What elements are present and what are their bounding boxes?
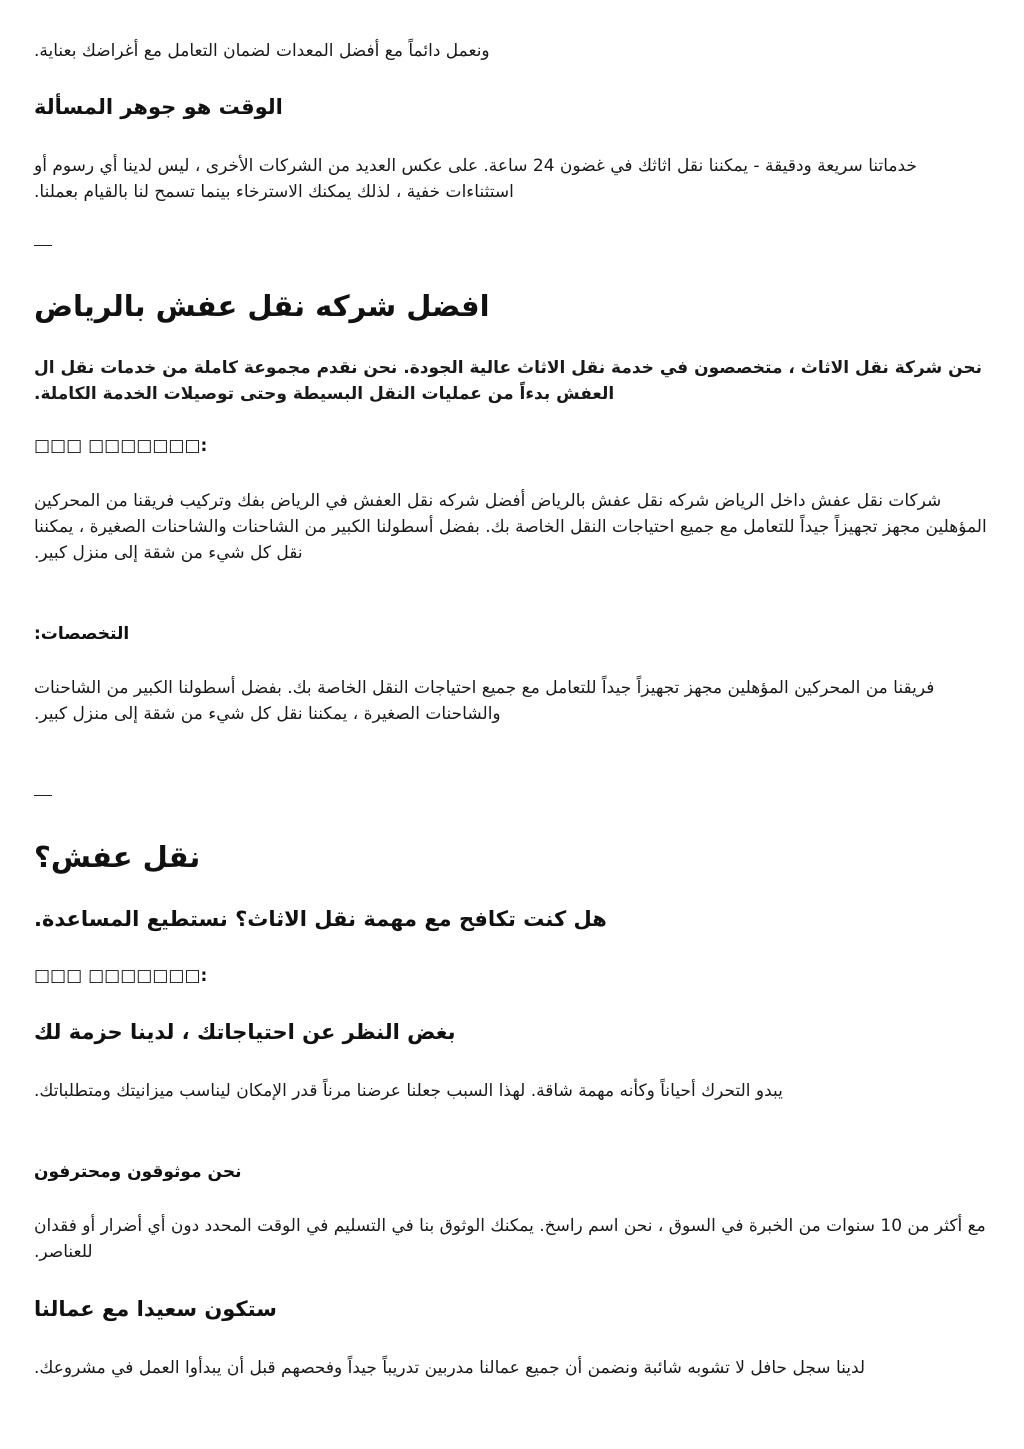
garbled-heading-2: □□□ □□□□□□□: bbox=[34, 966, 208, 986]
heading-move-furniture: نقل عفش؟ bbox=[34, 840, 201, 874]
paragraph-equipment: ونعمل دائماً مع أفضل المعدات لضمان التعامل مع أغراضك بعناية. bbox=[34, 41, 490, 61]
heading-package: بغض النظر عن احتياجاتك ، لدينا حزمة لك bbox=[34, 1020, 456, 1044]
paragraph-package: يبدو التحرك أحياناً وكأنه مهمة شاقة. لهذا السبب جعلنا عرضنا مرناً قدر الإمكان ليناسب ميزانيتك ومتطلباتك. bbox=[34, 1081, 783, 1101]
heading-specialties: التخصصات: bbox=[34, 624, 130, 644]
heading-trusted: نحن موثوقون ومحترفون bbox=[34, 1162, 242, 1182]
separator bbox=[34, 245, 52, 246]
heading-happy-workers: ستكون سعيدا مع عمالنا bbox=[34, 1297, 277, 1321]
garbled-heading-1: □□□ □□□□□□□: bbox=[34, 436, 208, 456]
paragraph-trusted: مع أكثر من 10 سنوات من الخبرة في السوق ، نحن اسم راسخ. يمكنك الوثوق بنا في التسليم في الوقت المحدد دون أي أضرار أو فقدان للعناصر. bbox=[34, 1216, 986, 1262]
paragraph-intro: نحن شركة نقل الاثاث ، متخصصون في خدمة نقل الاثاث عالية الجودة. نحن نقدم مجموعة كاملة من خدمات نقل ال العفش بدءاً من عمليات النقل البسيطة وحتى توصيلات الخدمة الكاملة. bbox=[34, 358, 983, 404]
separator bbox=[34, 795, 52, 796]
heading-time: الوقت هو جوهر المسألة bbox=[34, 95, 283, 119]
heading-best-company: افضل شركه نقل عفش بالرياض bbox=[34, 289, 490, 323]
paragraph-happy-workers: لدينا سجل حافل لا تشوبه شائبة ونضمن أن جميع عمالنا مدربين تدريباً جيداً وفحصهم قبل أن يبدأوا العمل في مشروعك. bbox=[34, 1358, 866, 1378]
heading-struggle: هل كنت تكافح مع مهمة نقل الاثاث؟ نستطيع المساعدة. bbox=[34, 907, 607, 931]
paragraph-companies: شركات نقل عفش داخل الرياض شركه نقل عفش بالرياض أفضل شركه نقل العفش في الرياض بفك وتركيب فريقنا من المحركين المؤهلين مجهز تجهيزاً جيداً للتعامل مع جميع احتياجات النقل الخاصة بك. بفضل أسطولنا الكبير من الشاحنات والشاحنات الصغيرة ، يمكننا نقل كل شيء من شقة إلى منزل كبير. bbox=[34, 491, 987, 563]
paragraph-time: خدماتنا سريعة ودقيقة - يمكننا نقل اثاثك في غضون 24 ساعة. على عكس العديد من الشركات الأخرى ، ليس لدينا أي رسوم أو استثناءات خفية ، لذلك يمكنك الاسترخاء بينما تسمح لنا بالقيام بعملنا. bbox=[34, 156, 917, 202]
paragraph-specialties: فريقنا من المحركين المؤهلين مجهز تجهيزاً جيداً للتعامل مع جميع احتياجات النقل الخاصة بك. بفضل أسطولنا الكبير من الشاحنات والشاحنات الصغيرة ، يمكننا نقل كل شيء من شقة إلى منزل كبير. bbox=[34, 678, 935, 724]
